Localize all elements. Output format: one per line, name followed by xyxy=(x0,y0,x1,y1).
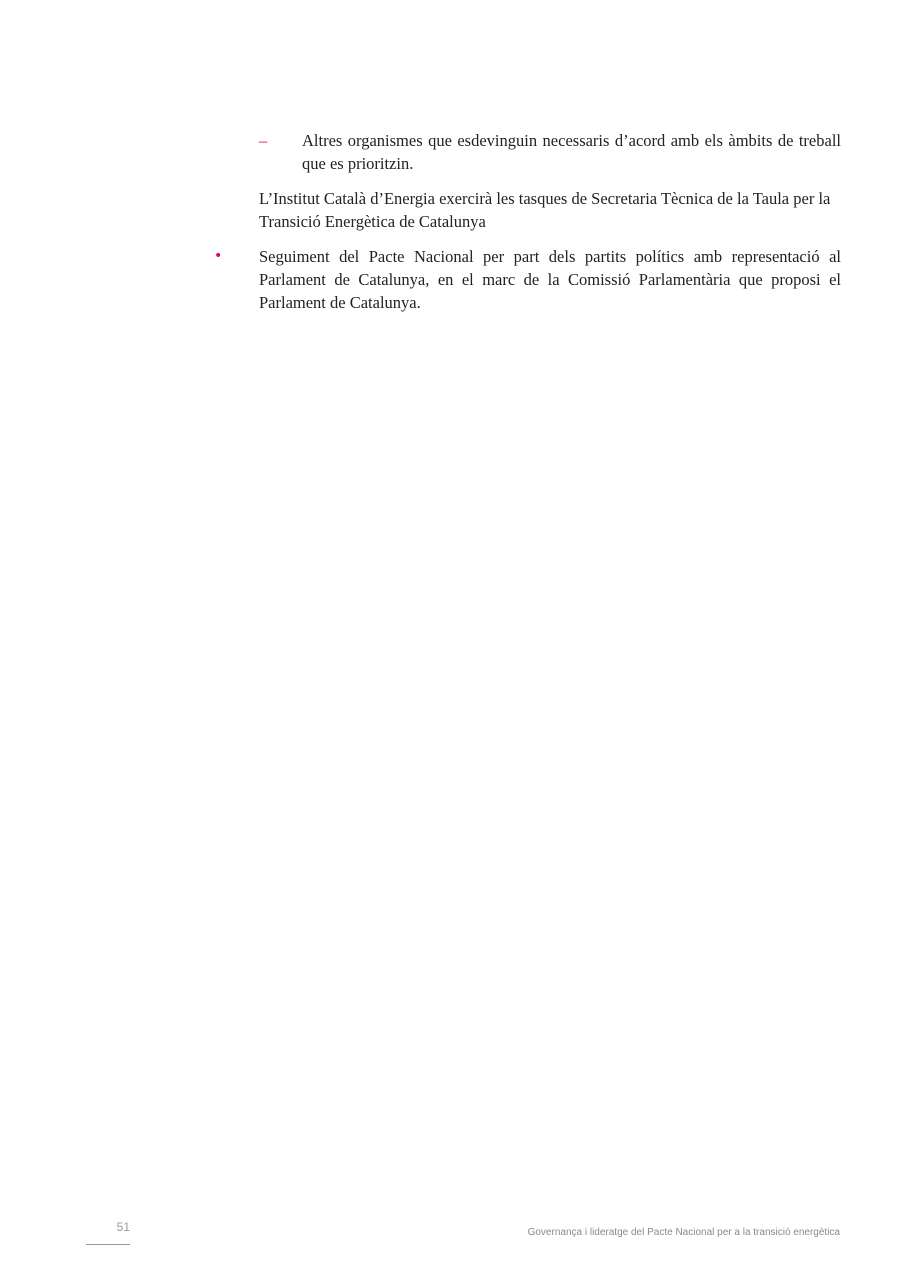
bullet-marker: • xyxy=(214,248,223,264)
dash-list-item-text: Altres organismes que esdevinguin necessaris d’acord amb els àmbits de treball que es prioritzin. xyxy=(302,131,841,173)
dash-marker: – xyxy=(259,131,268,150)
footer-title: Governança i lideratge del Pacte Nacional per a la transició energètica xyxy=(527,1227,840,1238)
page-number: 51 xyxy=(116,1220,130,1234)
bullet-list-item-text: Seguiment del Pacte Nacional per part dels partits polítics amb representació al Parlament de Catalunya, en el marc de la Comissió Parlamentària que proposi el Parlament de Catalunya. xyxy=(259,247,841,312)
body-paragraph: L’Institut Català d’Energia exercirà les tasques de Secretaria Tècnica de la Taula per la Transició Energètica de Catalunya xyxy=(259,189,831,231)
bullet-list-item xyxy=(214,245,841,314)
page-number-rule xyxy=(86,1244,130,1245)
dash-list-item xyxy=(259,129,841,175)
